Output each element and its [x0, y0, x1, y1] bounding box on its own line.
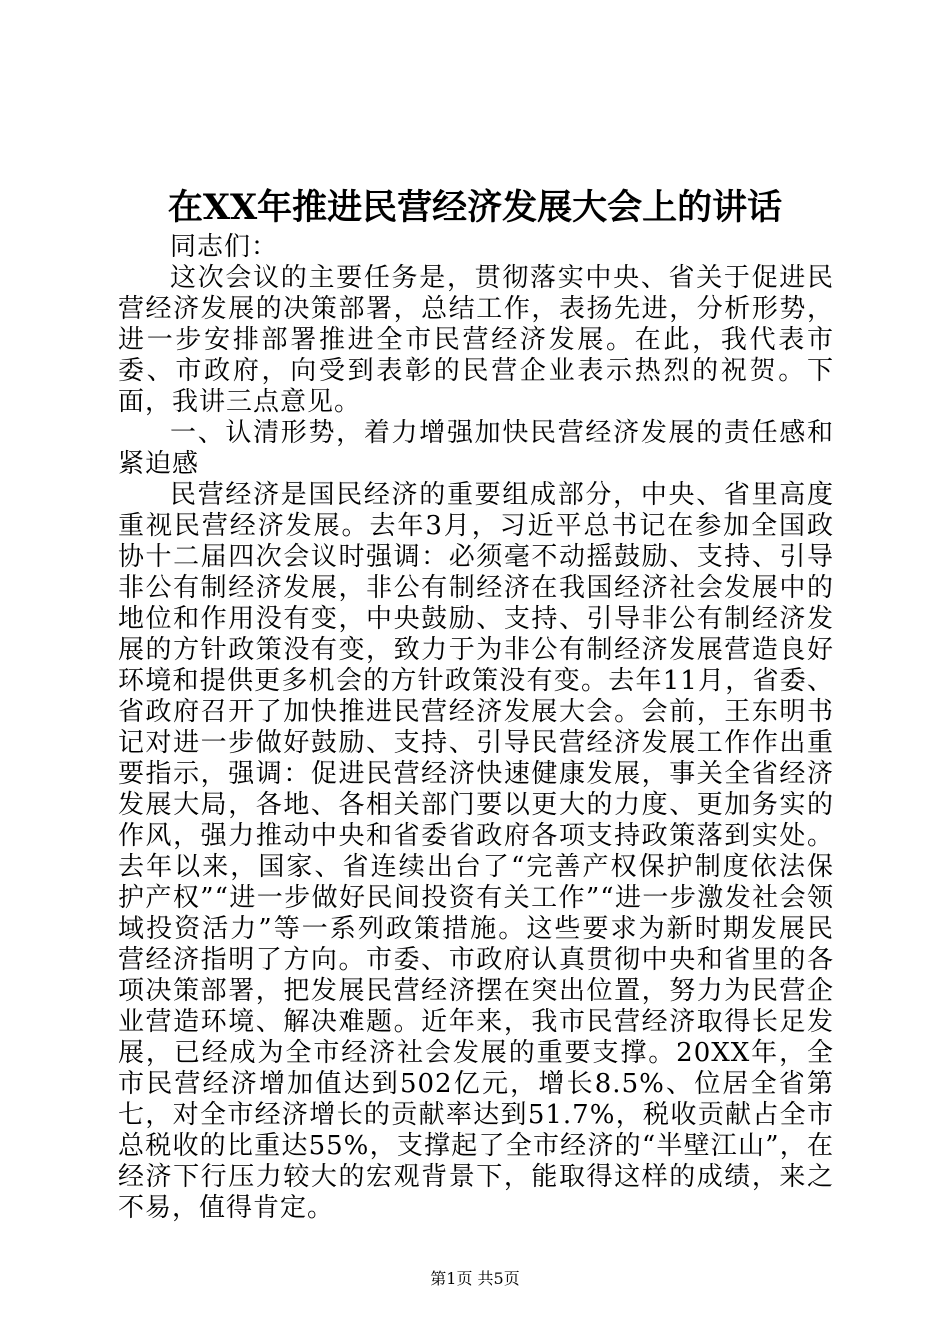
document-title: 在XX年推进民营经济发展大会上的讲话 [167, 187, 783, 228]
section-heading-1: 一、认清形势，着力增强加快民营经济发展的责任感和紧迫感 [118, 418, 834, 479]
page-number-footer: 第1页 共5页 [430, 1269, 520, 1288]
salutation: 同志们： [170, 232, 279, 262]
document-body [118, 232, 834, 1224]
paragraph-section-1: 民营经济是国民经济的重要组成部分，中央、省里高度重视民营经济发展。去年3月，习近平总书记在参加全国政协十二届四次会议时强调：必须毫不动摇鼓励、支持、引导非公有制经济发展，非公有制经济在我国经济社会发展中的地位和作用没有变，中央鼓励、支持、引导非公有制经济发展的方针政策没有变，致力于为非公有制经济发展营造良好环境和提供更多机会的方针政策没有变。去年11月，省委、省政府召开了加快推进民营经济发展大会。会前，王东明书记对进一步做好鼓励、支持、引导民营经济发展工作作出重要指示，强调：促进民营经济快速健康发展，事关全省经济发展大局，各地、各相关部门要以更大的力度、更加务实的作风，强力推动中央和省委省政府各项支持政策落到实处。去年以来，国家、省连续出台了“完善产权保护制度依法保护产权”“进一步做好民间投资有关工作”“进一步激发社会领域投资活力”等一系列政策措施。这些要求为新时期发展民营经济指明了方向。市委、市政府认真贯彻中央和省里的各项决策部署，把发展民营经济摆在突出位置，努力为民营企业营造环境、解决难题。近年来，我市民营经济取得长足发展，已经成为全市经济社会发展的重要支撑。20XX年，全市民营经济增加值达到502亿元，增长8.5%、位居全省第七，对全市经济增长的贡献率达到51.7%，税收贡献占全市总税收的比重达55%，支撑起了全市经济的“半壁江山”，在经济下行压力较大的宏观背景下，能取得这样的成绩，来之不易，值得肯定。 [118, 480, 834, 1223]
paragraph-intro: 这次会议的主要任务是，贯彻落实中央、省关于促进民营经济发展的决策部署，总结工作，表扬先进，分析形势，进一步安排部署推进全市民营经济发展。在此，我代表市委、市政府，向受到表彰的民营企业表示热烈的祝贺。下面，我讲三点意见。 [118, 263, 834, 417]
